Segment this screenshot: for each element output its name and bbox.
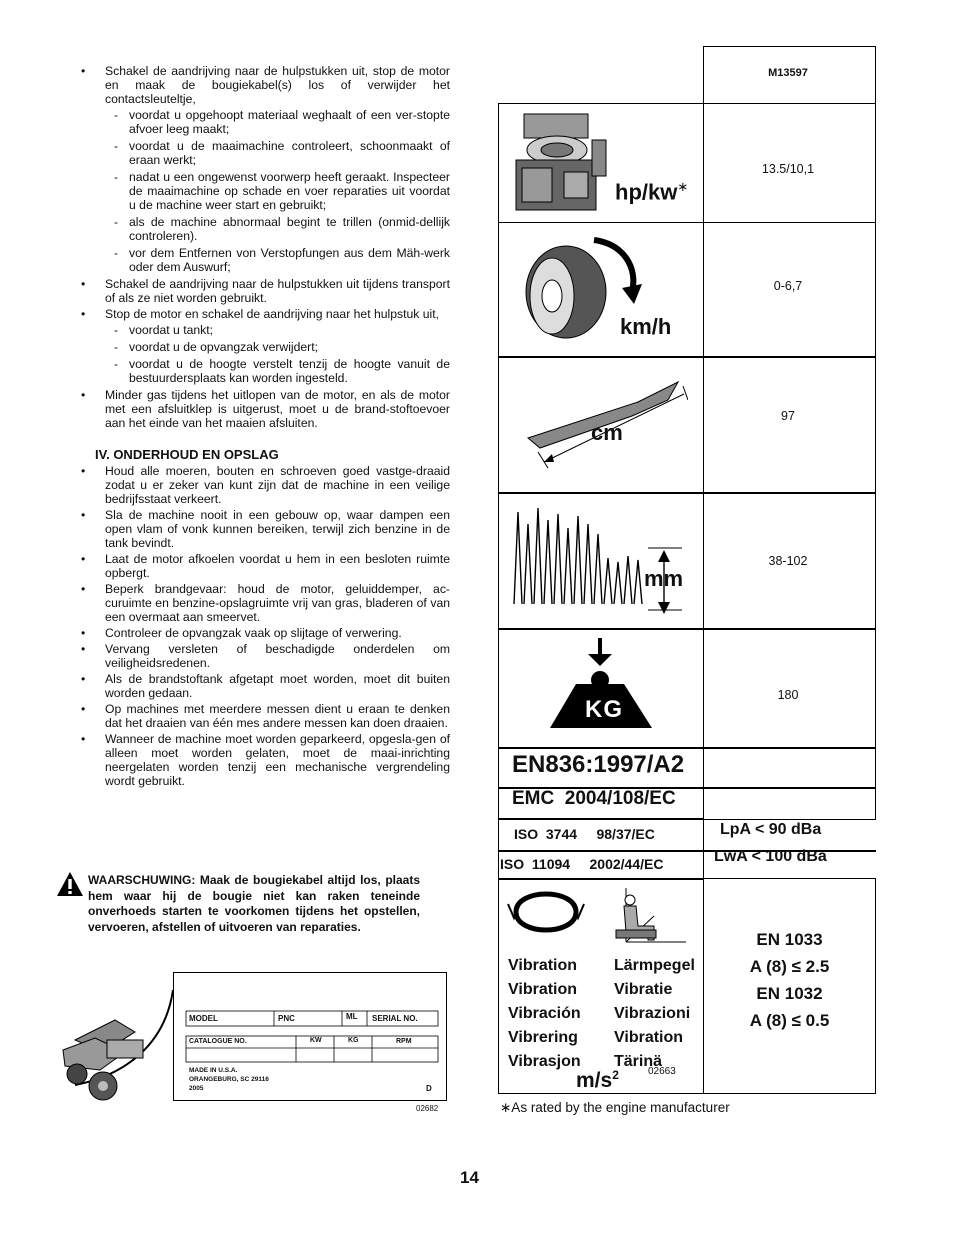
- plate-city: ORANGEBURG, SC 29116: [189, 1076, 269, 1083]
- spec-table: [498, 46, 876, 1094]
- serial-plate: [173, 972, 447, 1101]
- vibration-label: Vibración: [508, 1005, 581, 1022]
- ms-unit: $m/s^2$: [576, 1068, 619, 1092]
- list-item: • Controleer de opvangzak vaak op slijtage of verwering.: [78, 626, 450, 640]
- sub-list-item: - voordat u de opvangzak verwijdert;: [78, 340, 450, 354]
- list-item: • Houd alle moeren, bouten en schroeven goed vastge-draaid zodat u er zeker van kunt zijn dat de machine in een veilige bedrijfsstaat verkeert.: [78, 464, 450, 506]
- list-item: • Schakel de aandrijving naar de hulpstukken uit tijdens transport of als ze niet worden gebruikt.: [78, 277, 450, 305]
- speed-unit: km/h: [620, 314, 672, 339]
- vibration-values: [703, 926, 876, 1034]
- list-item: • Minder gas tijdens het uitlopen van de motor, en als de motor met een afsluitklep is uitgerust, moet u de brand-stoftoevoer aan het einde van het maaien afsluiten.: [78, 388, 450, 430]
- cut-width-unit: cm: [591, 420, 623, 445]
- list-item: • Laat de motor afkoelen voordat u hem in een besloten ruimte opbergt.: [78, 552, 450, 580]
- warning-block: [56, 873, 420, 935]
- vibration-label: Tärinä: [614, 1053, 663, 1070]
- cut-width-cell: [703, 356, 876, 494]
- list-item: • Beperk brandgevaar: houd de motor, geluiddemper, ac-curuimte en benzine-opslagruimte vrij van gras, bladeren of van een overmaat aan smeervet.: [78, 582, 450, 624]
- plate-kw-label: KW: [310, 1037, 322, 1044]
- grass-icon: [512, 504, 700, 614]
- speed-value: 0-6,7: [773, 279, 803, 293]
- engine-icon: [512, 110, 612, 218]
- sub-list-item: - voordat u opgehoopt materiaal weghaalt of een ver-stopte afvoer leeg maakt;: [78, 108, 450, 136]
- en1032-value: A (8) ≤ 0.5: [749, 1011, 830, 1030]
- lwa-value: LwA < 100 dBa: [714, 848, 827, 865]
- en1033-value: A (8) ≤ 2.5: [749, 957, 830, 976]
- vibration-labels-right: [614, 954, 695, 1074]
- model-value: M13597: [768, 67, 808, 79]
- seated-operator-icon: [606, 882, 696, 954]
- plate-serial-label: SERIAL NO.: [372, 1014, 418, 1023]
- vibration-labels-left: [508, 954, 581, 1074]
- en1032-label: EN 1032: [756, 984, 823, 1003]
- plate-pnc-label: PNC: [278, 1014, 295, 1023]
- sub-list-item: - voordat u de hoogte verstelt tenzij de hoogte vanuit de bestuurdersplaats kan worden ingesteld.: [78, 357, 450, 385]
- sub-list-item: - voordat u de maaimachine controleert, schoonmaakt of eraan werkt;: [78, 139, 450, 167]
- en836-label: EN836:1997/A2: [512, 751, 685, 778]
- vibration-label: Vibratie: [614, 981, 673, 998]
- sub-list-item: - als de machine abnormaal begint te trillen (onmid-dellijk controleren).: [78, 215, 450, 243]
- sub-list-item: - nadat u een ongewenst voorwerp heeft geraakt. Inspecteer de maaimachine op schade en voer reparaties uit voordat u de machine weer start en gebruikt;: [78, 170, 450, 212]
- sub-list-item: - vor dem Entfernen von Verstopfungen aus dem Mäh-werk oder dem Auswurf;: [78, 246, 450, 274]
- plate-code: 02682: [416, 1104, 439, 1113]
- plate-made-in: MADE IN U.S.A.: [189, 1067, 238, 1074]
- warning-text: WAARSCHUWING: Maak de bougiekabel altijd los, plaats hem waar hij de bougie niet kan raken teneinde onverhoeds starten te voorkomen tijdens het opstellen, vervoeren, afstellen of uitvoeren van reparaties.: [88, 873, 420, 934]
- weight-value: 180: [777, 688, 799, 702]
- vibration-label: Lärmpegel: [614, 957, 695, 974]
- iso-11094-label: ISO 11094 2002/44/EC: [500, 856, 664, 872]
- vibration-label: Vibrasjon: [508, 1053, 581, 1070]
- vibration-code: 02663: [648, 1066, 676, 1077]
- list-item: • Op machines met meerdere messen dient u eraan te denken dat het draaien van één mes andere messen kan doen draaien.: [78, 702, 450, 730]
- plate-ml-label: ML: [346, 1012, 358, 1021]
- steering-wheel-icon: [504, 884, 588, 954]
- vibration-label: Vibration: [508, 981, 578, 998]
- weight-unit: KG: [585, 696, 623, 723]
- list-item: • Sla de machine nooit in een gebouw op, waar dampen een open vlam of vonk kunnen bereiken, terwijl zich benzine in de tank bevindt.: [78, 508, 450, 550]
- height-unit: mm: [644, 566, 684, 591]
- vibration-label: Vibration: [508, 957, 578, 974]
- vibration-label: Vibration: [614, 1029, 684, 1046]
- plate-year: 2005: [189, 1085, 204, 1092]
- sub-list-item: - voordat u tankt;: [78, 323, 450, 337]
- iso-3744-label: ISO 3744 98/37/EC: [514, 826, 655, 842]
- list-item: • Wanneer de machine moet worden geparkeerd, opgesla-gen of alleen moet worden gelaten, moet de maai-inrichting neergelaten worden tenzij een mechanische vergrendeling wordt gebruikt.: [78, 732, 450, 788]
- warning-icon: [56, 871, 84, 897]
- list-item: • Stop de motor en schakel de aandrijving naar het hulpstuk uit,: [78, 307, 450, 321]
- plate-d: D: [426, 1084, 432, 1093]
- lpa-value: LpA < 90 dBa: [720, 821, 822, 838]
- vibration-label: Vibrering: [508, 1029, 578, 1046]
- cut-width-value: 97: [781, 409, 795, 423]
- plate-kg-label: KG: [348, 1037, 359, 1044]
- en836-value-cell: [703, 747, 876, 789]
- list-item: • Als de brandstoftank afgetapt moet worden, moet dit buiten worden gedaan.: [78, 672, 450, 700]
- plate-catalogue-label: CATALOGUE NO.: [189, 1038, 247, 1045]
- vibration-label: Vibrazioni: [614, 1005, 691, 1022]
- list-item: • Schakel de aandrijving naar de hulpstukken uit, stop de motor en maak de bougiekabel(s) los of verwijder het contactsleuteltje,: [78, 64, 450, 106]
- emc-label: EMC 2004/108/EC: [512, 788, 676, 809]
- section-title: IV. ONDERHOUD EN OPSLAG: [95, 447, 279, 462]
- footnote: ∗As rated by the engine manufacturer: [500, 1100, 730, 1115]
- power-value: 13.5/10,1: [761, 162, 815, 176]
- power-unit: hp/kw∗: [615, 179, 689, 205]
- mower-illustration: [55, 990, 185, 1110]
- plate-rpm-label: RPM: [396, 1038, 412, 1045]
- page-number: 14: [460, 1168, 479, 1187]
- en1033-label: EN 1033: [756, 930, 823, 949]
- bullet-list-top: [78, 64, 450, 430]
- plate-model-label: MODEL: [189, 1014, 218, 1023]
- bullet-list-section: [78, 464, 450, 788]
- height-value: 38-102: [768, 554, 808, 568]
- list-item: • Vervang versleten of beschadigde onderdelen om veiligheidsredenen.: [78, 642, 450, 670]
- emc-value-cell: [703, 787, 876, 820]
- left-column: [78, 64, 450, 790]
